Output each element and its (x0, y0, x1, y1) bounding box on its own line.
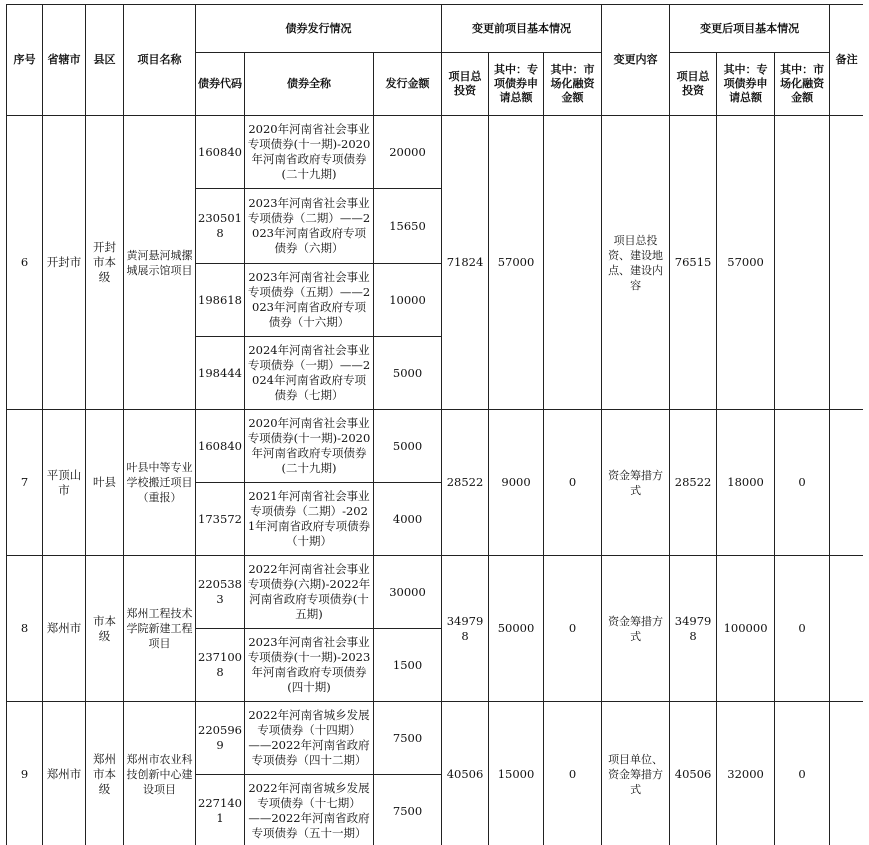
bond-code: 2305018 (196, 189, 245, 264)
header-after-special-bond-total: 其中：专项债券申请总额 (717, 53, 775, 116)
table-row (7, 116, 864, 189)
change-content: 资金筹措方式 (602, 410, 670, 556)
bond-amount: 10000 (374, 264, 442, 337)
bond-code: 160840 (196, 116, 245, 189)
header-bond-issue: 债券发行情况 (196, 5, 442, 53)
before-special-bond: 57000 (489, 116, 544, 410)
bond-amount: 30000 (374, 556, 442, 629)
project-seq: 9 (7, 702, 43, 845)
project-name: 叶县中等专业学校搬迁项目（重报） (124, 410, 196, 556)
bond-name: 2023年河南省社会事业专项债券(十一期)-2023年河南省政府专项债券(四十期) (245, 629, 374, 702)
after-total-invest: 76515 (670, 116, 717, 410)
bond-amount: 1500 (374, 629, 442, 702)
after-special-bond: 100000 (717, 556, 775, 702)
header-bond-name: 债券全称 (245, 53, 374, 116)
header-before-info: 变更前项目基本情况 (442, 5, 602, 53)
after-market-financing: 0 (775, 556, 830, 702)
before-special-bond: 50000 (489, 556, 544, 702)
bond-amount: 20000 (374, 116, 442, 189)
bond-name: 2024年河南省社会事业专项债券（一期）——2024年河南省政府专项债券（七期） (245, 337, 374, 410)
bond-amount: 15650 (374, 189, 442, 264)
remark (830, 116, 863, 410)
project-seq: 6 (7, 116, 43, 410)
bond-amount: 5000 (374, 337, 442, 410)
after-total-invest: 40506 (670, 702, 717, 845)
project-name: 郑州市农业科技创新中心建设项目 (124, 702, 196, 845)
bond-code: 198618 (196, 264, 245, 337)
header-row-1 (7, 5, 864, 53)
table-row (7, 702, 864, 775)
after-special-bond: 18000 (717, 410, 775, 556)
bond-name: 2023年河南省社会事业专项债券（五期）——2023年河南省政府专项债券（十六期） (245, 264, 374, 337)
after-market-financing: 0 (775, 410, 830, 556)
change-content: 项目总投资、建设地点、建设内容 (602, 116, 670, 410)
before-market-financing: 0 (544, 556, 602, 702)
header-seq: 序号 (7, 5, 43, 116)
bond-code: 2271401 (196, 775, 245, 845)
before-total-invest: 71824 (442, 116, 489, 410)
header-total-invest: 项目总投资 (442, 53, 489, 116)
project-name: 黄河悬河城摞城展示馆项目 (124, 116, 196, 410)
bond-amount: 4000 (374, 483, 442, 556)
project-name: 郑州工程技术学院新建工程项目 (124, 556, 196, 702)
before-market-financing: 0 (544, 410, 602, 556)
before-special-bond: 9000 (489, 410, 544, 556)
project-city: 郑州市 (43, 702, 86, 845)
header-market-financing: 其中：市场化融资金额 (544, 53, 602, 116)
bond-name: 2022年河南省社会事业专项债券(六期)-2022年河南省政府专项债券(十五期) (245, 556, 374, 629)
header-city: 省辖市 (43, 5, 86, 116)
before-total-invest: 40506 (442, 702, 489, 845)
header-change-content: 变更内容 (602, 5, 670, 116)
remark (830, 556, 863, 702)
header-county: 县区 (86, 5, 124, 116)
header-after-info: 变更后项目基本情况 (670, 5, 830, 53)
after-special-bond: 57000 (717, 116, 775, 410)
header-after-total-invest: 项目总投资 (670, 53, 717, 116)
bond-name: 2021年河南省社会事业专项债券（二期）-2021年河南省政府专项债券（十期） (245, 483, 374, 556)
before-special-bond: 15000 (489, 702, 544, 845)
bond-code: 173572 (196, 483, 245, 556)
bond-change-table-container (6, 4, 863, 845)
before-total-invest: 28522 (442, 410, 489, 556)
project-county: 开封市本级 (86, 116, 124, 410)
after-special-bond: 32000 (717, 702, 775, 845)
project-county: 叶县 (86, 410, 124, 556)
before-total-invest: 349798 (442, 556, 489, 702)
project-city: 开封市 (43, 116, 86, 410)
bond-name: 2022年河南省城乡发展专项债券（十四期）——2022年河南省政府专项债券（四十二期） (245, 702, 374, 775)
bond-code: 2205969 (196, 702, 245, 775)
before-market-financing (544, 116, 602, 410)
project-city: 平顶山市 (43, 410, 86, 556)
bond-name: 2022年河南省城乡发展专项债券（十七期）——2022年河南省政府专项债券（五十一期） (245, 775, 374, 845)
after-total-invest: 28522 (670, 410, 717, 556)
bond-amount: 7500 (374, 702, 442, 775)
header-issue-amount: 发行金额 (374, 53, 442, 116)
bond-amount: 5000 (374, 410, 442, 483)
project-city: 郑州市 (43, 556, 86, 702)
table-row (7, 556, 864, 629)
header-remark: 备注 (830, 5, 863, 116)
bond-name: 2023年河南省社会事业专项债券（二期）——2023年河南省政府专项债券（六期） (245, 189, 374, 264)
bond-name: 2020年河南省社会事业专项债券(十一期)-2020年河南省政府专项债券(二十九期) (245, 116, 374, 189)
header-after-market-financing: 其中：市场化融资金额 (775, 53, 830, 116)
bond-amount: 7500 (374, 775, 442, 845)
bond-code: 160840 (196, 410, 245, 483)
header-project-name: 项目名称 (124, 5, 196, 116)
remark (830, 702, 863, 845)
project-seq: 7 (7, 410, 43, 556)
bond-code: 198444 (196, 337, 245, 410)
change-content: 资金筹措方式 (602, 556, 670, 702)
after-market-financing (775, 116, 830, 410)
remark (830, 410, 863, 556)
header-special-bond-total: 其中：专项债券申请总额 (489, 53, 544, 116)
change-content: 项目单位、资金筹措方式 (602, 702, 670, 845)
after-market-financing: 0 (775, 702, 830, 845)
bond-code: 2205383 (196, 556, 245, 629)
bond-code: 2371008 (196, 629, 245, 702)
table-row (7, 410, 864, 483)
project-seq: 8 (7, 556, 43, 702)
before-market-financing: 0 (544, 702, 602, 845)
header-bond-code: 债券代码 (196, 53, 245, 116)
project-county: 市本级 (86, 556, 124, 702)
project-county: 郑州市本级 (86, 702, 124, 845)
bond-change-table (6, 4, 863, 845)
after-total-invest: 349798 (670, 556, 717, 702)
bond-name: 2020年河南省社会事业专项债券(十一期)-2020年河南省政府专项债券(二十九期) (245, 410, 374, 483)
